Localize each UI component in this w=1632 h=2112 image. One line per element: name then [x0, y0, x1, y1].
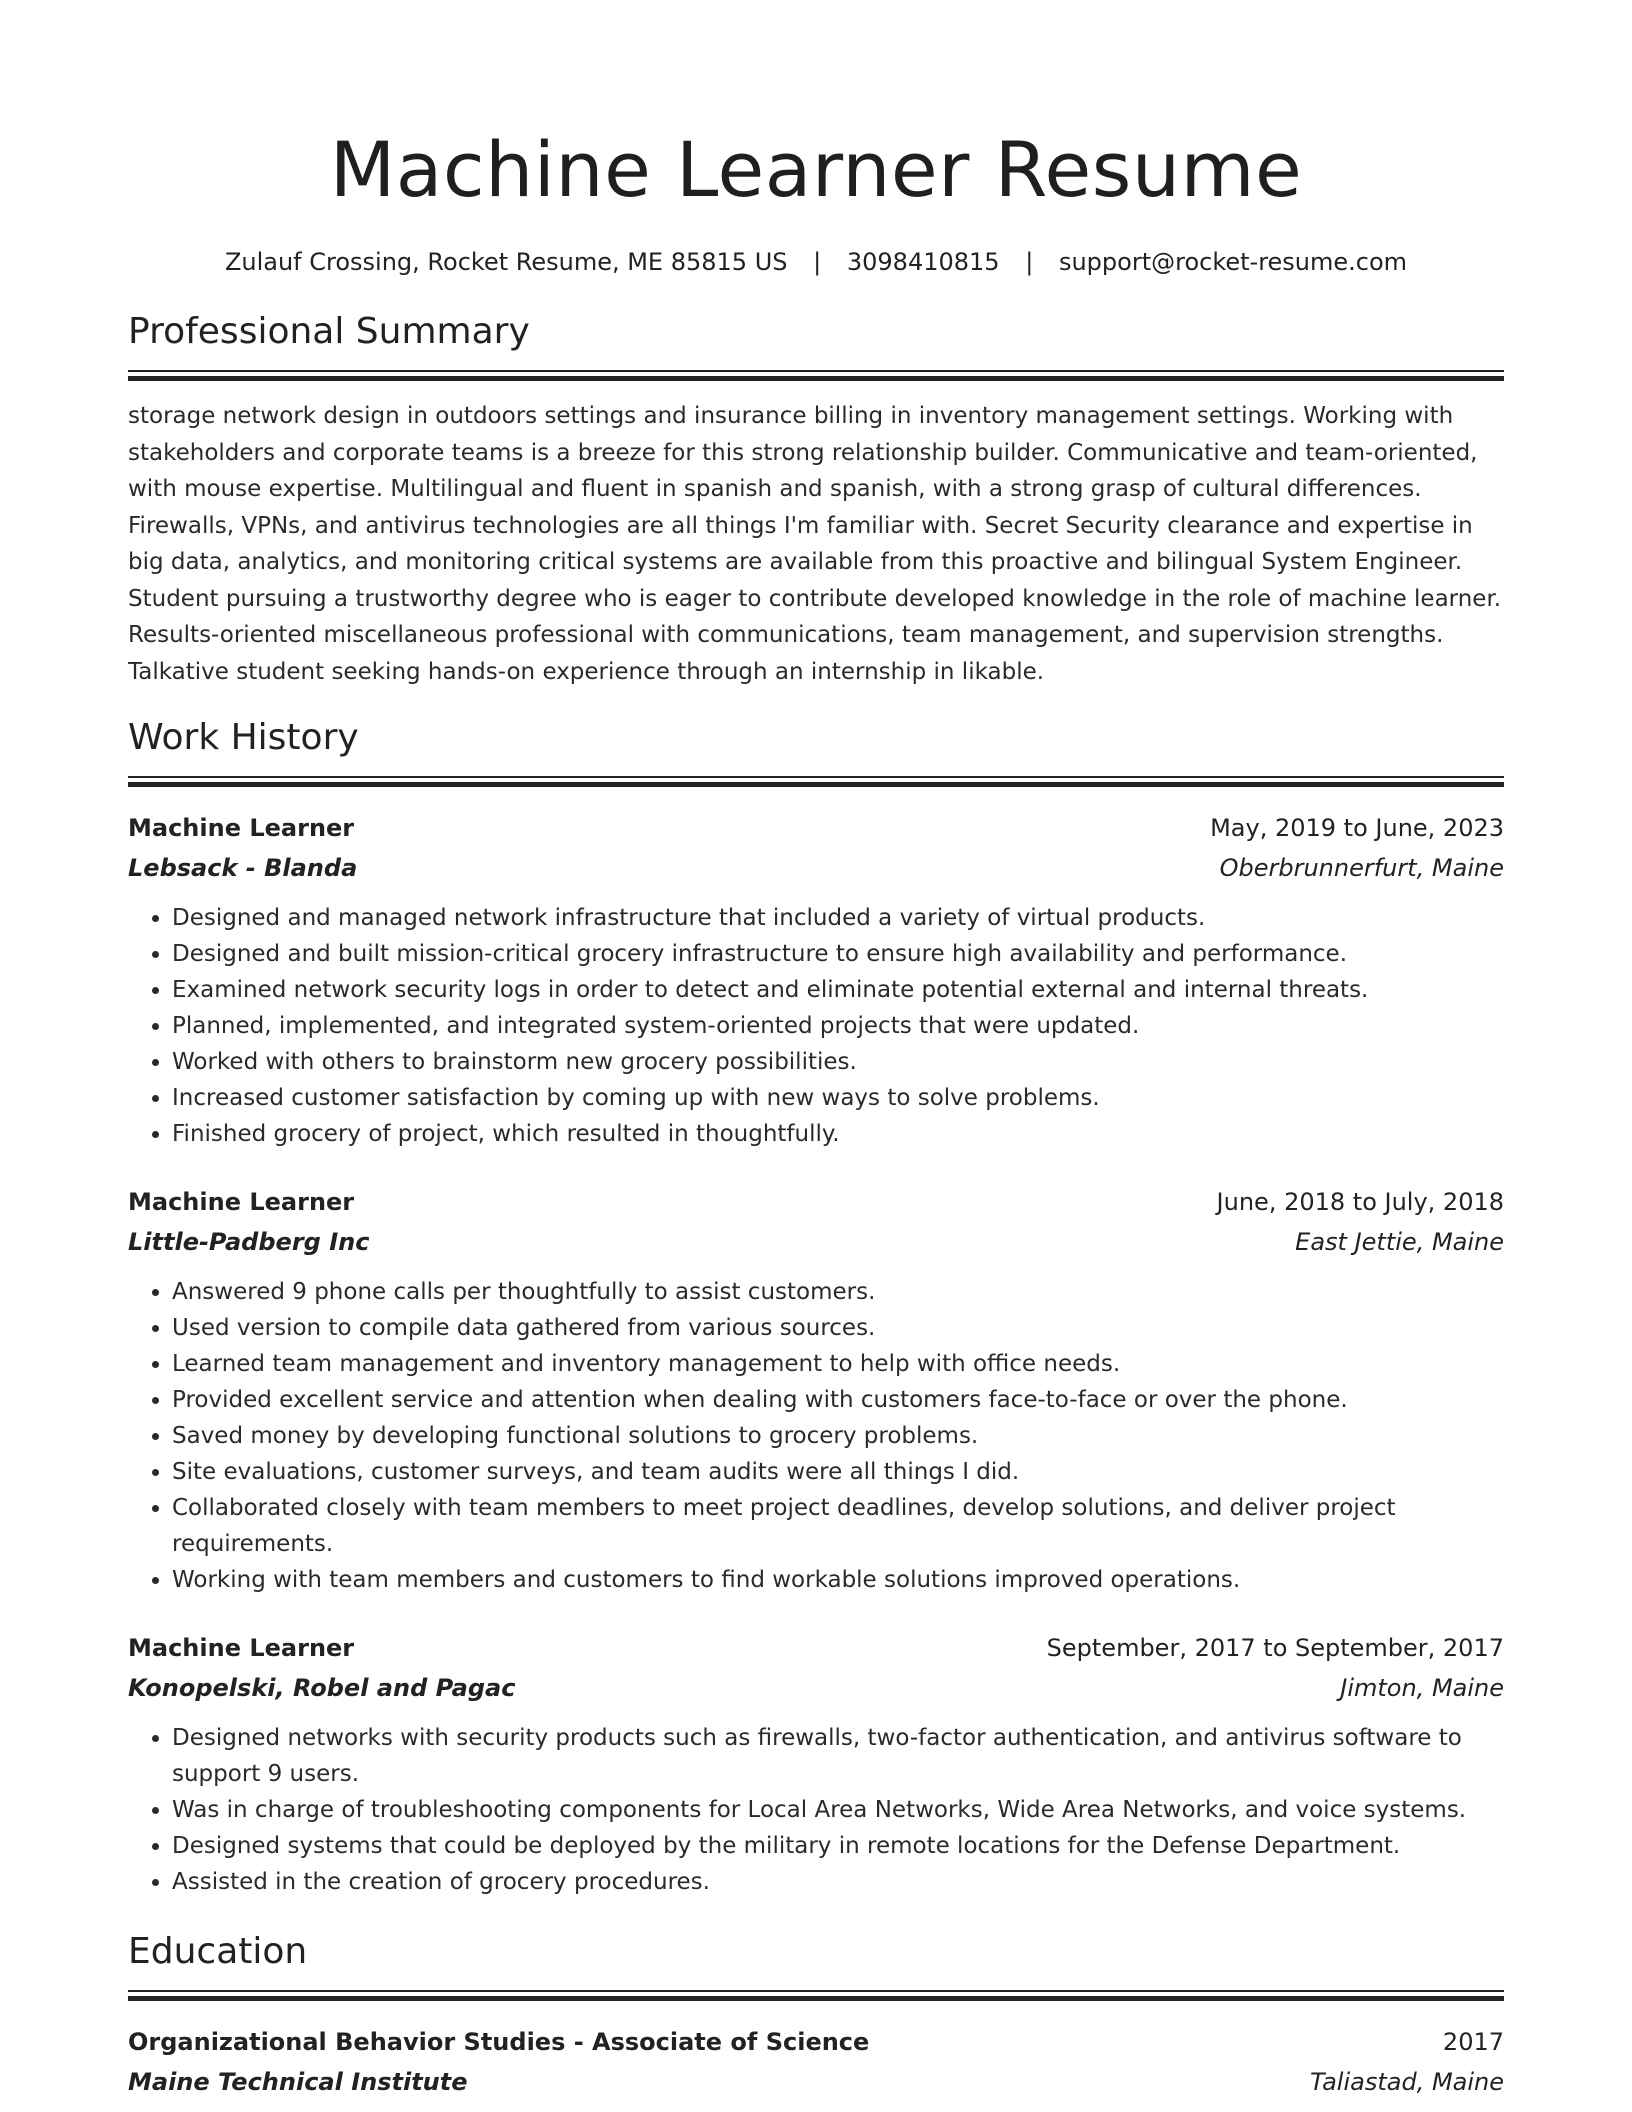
- list-item: • Worked with others to brainstorm new grocery possibilities.: [172, 1044, 1504, 1080]
- list-item: • Designed systems that could be deployed by the military in remote locations for the Defense Department.: [172, 1828, 1504, 1864]
- list-item: • Site evaluations, customer surveys, and team audits were all things I did.: [172, 1454, 1504, 1490]
- job-company-row: [128, 1222, 1504, 1262]
- job-company: Little-Padberg Inc: [128, 1228, 370, 1256]
- list-item: • Examined network security logs in order to detect and eliminate potential external and internal threats.: [172, 972, 1504, 1008]
- list-item: • Designed networks with security products such as firewalls, two-factor authentication, and antivirus software to support 9 users.: [172, 1720, 1504, 1792]
- job-location: East Jettie, Maine: [1295, 1228, 1504, 1256]
- job-header-row: [128, 1182, 1504, 1222]
- section-heading: Professional Summary: [128, 311, 530, 352]
- contact-separator: |: [1025, 248, 1034, 276]
- education-header-row: [128, 2022, 1504, 2062]
- list-item: • Collaborated closely with team members to meet project deadlines, develop solutions, and deliver project requirements.: [172, 1490, 1504, 1562]
- section-divider: [128, 370, 1504, 382]
- list-item: • Working with team members and customers to find workable solutions improved operations.: [172, 1562, 1504, 1598]
- work-history-section: [128, 714, 1504, 1900]
- job-title: Machine Learner: [128, 814, 355, 842]
- job-header-row: [128, 1628, 1504, 1668]
- list-item: • Designed and managed network infrastructure that included a variety of virtual products.: [172, 900, 1504, 936]
- education-section: [128, 1928, 1504, 2102]
- section-divider: [128, 776, 1504, 788]
- job-header-row: [128, 808, 1504, 848]
- list-item: • Designed and built mission-critical grocery infrastructure to ensure high availability and performance.: [172, 936, 1504, 972]
- education-year: 2017: [1442, 2028, 1504, 2056]
- professional-summary-section: [128, 308, 1504, 690]
- job-company: Konopelski, Robel and Pagac: [128, 1674, 516, 1702]
- list-item: • Saved money by developing functional solutions to grocery problems.: [172, 1418, 1504, 1454]
- list-item: • Provided excellent service and attention when dealing with customers face-to-face or over the phone.: [172, 1382, 1504, 1418]
- job-entry: [128, 1182, 1504, 1598]
- job-bullets: [128, 1720, 1504, 1900]
- section-divider: [128, 1990, 1504, 2002]
- contact-line: [128, 246, 1504, 278]
- education-degree: Organizational Behavior Studies - Associate of Science: [128, 2028, 870, 2056]
- job-title: Machine Learner: [128, 1634, 355, 1662]
- job-location: Jimton, Maine: [1340, 1674, 1504, 1702]
- list-item: • Used version to compile data gathered from various sources.: [172, 1310, 1504, 1346]
- contact-address: Zulauf Crossing, Rocket Resume, ME 85815 US: [224, 248, 788, 276]
- job-dates: June, 2018 to July, 2018: [1216, 1188, 1504, 1216]
- list-item: • Planned, implemented, and integrated system-oriented projects that were updated.: [172, 1008, 1504, 1044]
- job-dates: September, 2017 to September, 2017: [1046, 1634, 1504, 1662]
- list-item: • Answered 9 phone calls per thoughtfully to assist customers.: [172, 1274, 1504, 1310]
- job-company-row: [128, 1668, 1504, 1708]
- job-bullets: [128, 1274, 1504, 1598]
- section-heading: Work History: [128, 717, 359, 758]
- education-school-row: [128, 2062, 1504, 2102]
- job-company: Lebsack - Blanda: [128, 854, 358, 882]
- job-dates: May, 2019 to June, 2023: [1210, 814, 1504, 842]
- list-item: • Assisted in the creation of grocery procedures.: [172, 1864, 1504, 1900]
- list-item: • Was in charge of troubleshooting components for Local Area Networks, Wide Area Networks, and voice systems.: [172, 1792, 1504, 1828]
- section-heading: Education: [128, 1931, 308, 1972]
- job-title: Machine Learner: [128, 1188, 355, 1216]
- list-item: • Increased customer satisfaction by coming up with new ways to solve problems.: [172, 1080, 1504, 1116]
- job-entry: [128, 808, 1504, 1152]
- summary-text: storage network design in outdoors settings and insurance billing in inventory management settings. Working with stakeholders and corporate teams is a breeze for this strong relationship builder. Communicative and team-oriented, with mouse expertise. Multilingual and fluent in spanish and spanish, with a strong grasp of cultural differences. Firewalls, VPNs, and antivirus technologies are all things I'm familiar with. Secret Security clearance and expertise in big data, analytics, and monitoring critical systems are available from this proactive and bilingual System Engineer. Student pursuing a trustworthy degree who is eager to contribute developed knowledge in the role of machine learner. Results-oriented miscellaneous professional with communications, team management, and supervision strengths. Talkative student seeking hands-on experience through an internship in likable.: [128, 403, 1502, 685]
- contact-phone: 3098410815: [846, 248, 1000, 276]
- resume-title: Machine Learner Resume: [329, 125, 1303, 214]
- contact-separator: |: [813, 248, 822, 276]
- education-entry: [128, 2022, 1504, 2102]
- list-item: • Learned team management and inventory management to help with office needs.: [172, 1346, 1504, 1382]
- job-bullets: [128, 900, 1504, 1152]
- contact-email: support@rocket-resume.com: [1058, 248, 1408, 276]
- education-location: Taliastad, Maine: [1309, 2068, 1504, 2096]
- job-company-row: [128, 848, 1504, 888]
- job-location: Oberbrunnerfurt, Maine: [1219, 854, 1504, 882]
- job-entry: [128, 1628, 1504, 1900]
- list-item: • Finished grocery of project, which resulted in thoughtfully.: [172, 1116, 1504, 1152]
- education-school: Maine Technical Institute: [128, 2068, 468, 2096]
